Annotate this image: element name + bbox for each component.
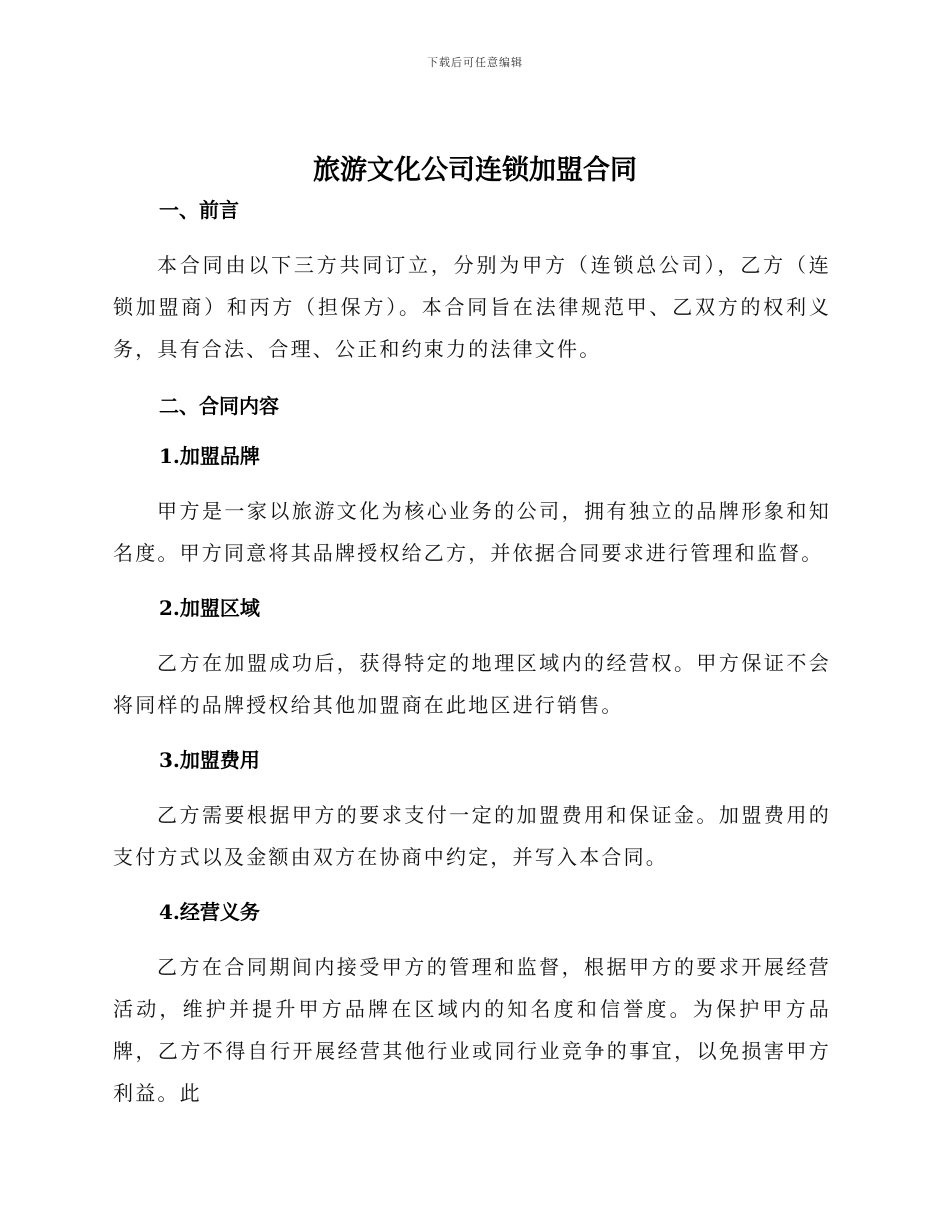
document-body [113, 196, 831, 1114]
section-heading-contents: 二、合同内容 [159, 394, 279, 418]
subsection-heading-fees: 3.加盟费用 [159, 748, 260, 772]
section-text-preface: 本合同由以下三方共同订立，分别为甲方（连锁总公司），乙方（连锁加盟商）和丙方（担保方）。本合同旨在法律规范甲、乙双方的权利义务，具有合法、合理、公正和约束力的法律文件。 [113, 253, 831, 361]
subsection-text-region: 乙方在加盟成功后，获得特定的地理区域内的经营权。甲方保证不会将同样的品牌授权给其他加盟商在此地区进行销售。 [113, 651, 831, 717]
header-note: 下载后可任意编辑 [427, 56, 523, 69]
subsection-text-brand: 甲方是一家以旅游文化为核心业务的公司，拥有独立的品牌形象和知名度。甲方同意将其品牌授权给乙方，并依据合同要求进行管理和监督。 [113, 499, 831, 565]
subsection-heading-brand: 1.加盟品牌 [159, 444, 260, 468]
subsection-heading-region: 2.加盟区域 [159, 596, 260, 620]
subsection-heading-obligations: 4.经营义务 [159, 900, 260, 924]
subsection-text-obligations: 乙方在合同期间内接受甲方的管理和监督，根据甲方的要求开展经营活动，维护并提升甲方品牌在区域内的知名度和信誉度。为保护甲方品牌，乙方不得自行开展经营其他行业或同行业竞争的事宜，以免损害甲方利益。此 [113, 955, 831, 1105]
document-title: 旅游文化公司连锁加盟合同 [313, 155, 637, 186]
subsection-text-fees: 乙方需要根据甲方的要求支付一定的加盟费用和保证金。加盟费用的支付方式以及金额由双方在协商中约定，并写入本合同。 [113, 803, 831, 869]
section-heading-preface: 一、前言 [159, 198, 239, 222]
